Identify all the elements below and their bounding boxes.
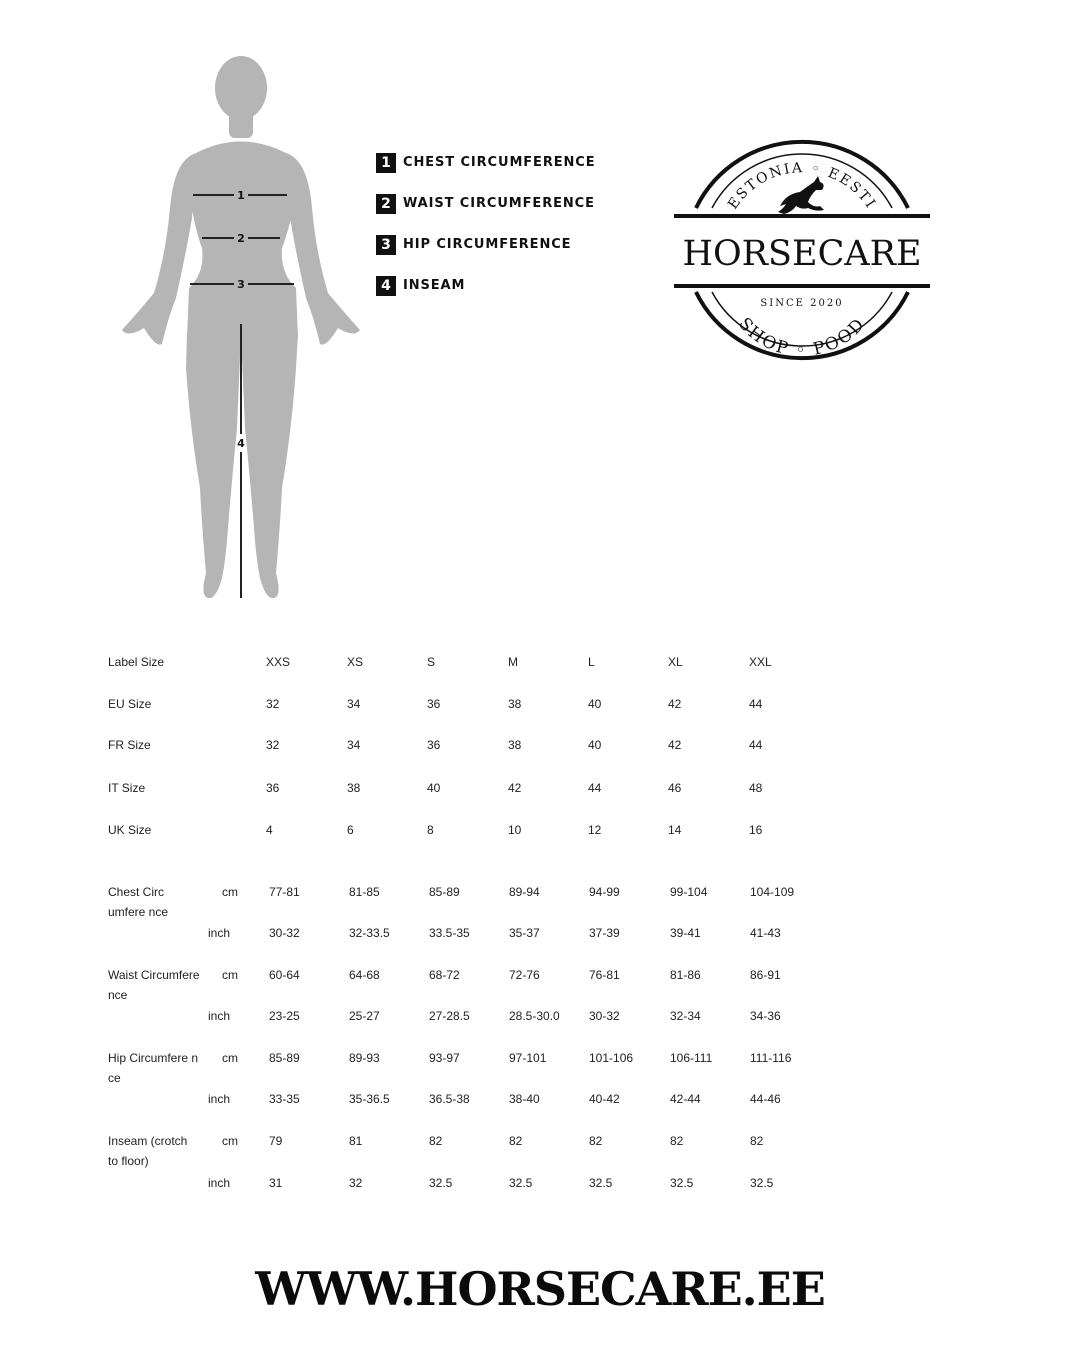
table-cell: 14 (668, 823, 682, 837)
table-cell: 82 (670, 1134, 684, 1148)
table-cell: 34 (347, 738, 361, 752)
table-cell: 77-81 (269, 885, 300, 899)
table-cell: 106-111 (670, 1051, 713, 1065)
table-cell: 39-41 (670, 926, 701, 940)
table-cell: 38 (508, 738, 522, 752)
table-cell: 30-32 (269, 926, 300, 940)
table-cell: 85-89 (429, 885, 460, 899)
table-cell: XXL (749, 655, 772, 669)
table-cell: 72-76 (509, 968, 540, 982)
table-cell: 82 (429, 1134, 443, 1148)
table-cell: 42 (668, 738, 682, 752)
table-cell: 38 (508, 697, 522, 711)
table-cell: 32-34 (670, 1009, 701, 1023)
logo-since: SINCE 2020 (760, 298, 844, 309)
table-cell: 36 (266, 781, 280, 795)
legend-label: INSEAM (403, 278, 466, 293)
table-cell: M (508, 655, 518, 669)
table-cell: XXS (266, 655, 291, 669)
table-cell: 36 (427, 738, 441, 752)
table-cell: 44 (588, 781, 602, 795)
table-cell: 31 (269, 1176, 283, 1190)
logo-arc-bottom: SHOP ◦ POOD (734, 313, 870, 361)
table-cell: 40 (588, 738, 602, 752)
unit-label: inch (208, 1176, 231, 1190)
table-cell: 81-85 (349, 885, 380, 899)
table-cell: 32 (349, 1176, 363, 1190)
legend-number: 3 (376, 235, 396, 255)
table-cell: 37-39 (589, 926, 620, 940)
table-cell: 34 (347, 697, 361, 711)
table-cell: 27-28.5 (429, 1009, 470, 1023)
table-cell: 82 (589, 1134, 603, 1148)
table-cell: 79 (269, 1134, 283, 1148)
table-cell: 94-99 (589, 885, 620, 899)
table-cell: 23-25 (269, 1009, 300, 1023)
table-cell: L (588, 655, 595, 669)
row-label: Waist Circumfere nce (108, 968, 200, 1002)
legend-item-inseam (376, 275, 676, 296)
table-cell: 36.5-38 (429, 1092, 470, 1106)
horsecare-logo (668, 128, 936, 378)
table-cell: 46 (668, 781, 682, 795)
table-cell: 6 (347, 823, 354, 837)
table-cell: 10 (508, 823, 522, 837)
marker-4: 4 (237, 437, 245, 450)
row-label: Inseam (crotch to floor) (108, 1134, 188, 1168)
legend-item-hip (376, 234, 676, 255)
table-cell: 64-68 (349, 968, 380, 982)
table-cell: 40 (427, 781, 441, 795)
legend-label: CHEST CIRCUMFERENCE (403, 155, 596, 170)
table-cell: 104-109 (750, 885, 795, 899)
table-cell: 35-36.5 (349, 1092, 390, 1106)
table-cell: 35-37 (509, 926, 540, 940)
marker-2: 2 (237, 232, 245, 245)
female-silhouette-icon (110, 48, 380, 608)
table-cell: 42 (668, 697, 682, 711)
table-cell: 44 (749, 697, 763, 711)
table-cell: 38-40 (509, 1092, 540, 1106)
marker-1: 1 (237, 189, 245, 202)
table-cell: 111-116 (750, 1051, 792, 1065)
legend-label: WAIST CIRCUMFERENCE (403, 196, 595, 211)
unit-label: cm (222, 968, 238, 982)
table-cell: 28.5-30.0 (509, 1009, 560, 1023)
table-cell: 32.5 (750, 1176, 774, 1190)
unit-label: inch (208, 1092, 231, 1106)
table-cell: 99-104 (670, 885, 708, 899)
body-measurement-figure (110, 48, 380, 608)
table-cell: 8 (427, 823, 434, 837)
table-cell: 44 (749, 738, 763, 752)
row-label: FR Size (108, 738, 151, 752)
table-cell: S (427, 655, 436, 669)
marker-3: 3 (237, 278, 245, 291)
table-cell: 30-32 (589, 1009, 620, 1023)
legend-number: 4 (376, 276, 396, 296)
website-url[interactable]: WWW.HORSECARE.EE (255, 1262, 825, 1316)
unit-label: cm (222, 1051, 238, 1065)
table-cell: 97-101 (509, 1051, 547, 1065)
table-cell: 32.5 (670, 1176, 694, 1190)
row-label: EU Size (108, 697, 152, 711)
logo-name: HORSECARE (682, 234, 922, 274)
table-cell: 81 (349, 1134, 363, 1148)
table-cell: 12 (588, 823, 602, 837)
measurement-legend (376, 152, 676, 316)
table-cell: 82 (509, 1134, 523, 1148)
table-cell: 33.5-35 (429, 926, 470, 940)
unit-label: cm (222, 1134, 238, 1148)
row-label: Label Size (108, 655, 165, 669)
table-cell: 86-91 (750, 968, 781, 982)
legend-item-waist (376, 193, 676, 214)
legend-number: 1 (376, 153, 396, 173)
table-cell: 81-86 (670, 968, 701, 982)
table-cell: 38 (347, 781, 361, 795)
table-cell: 32.5 (429, 1176, 453, 1190)
unit-label: cm (222, 885, 238, 899)
table-cell: 89-93 (349, 1051, 380, 1065)
unit-label: inch (208, 926, 231, 940)
table-cell: XS (347, 655, 364, 669)
table-cell: 32 (266, 697, 280, 711)
table-cell: 32-33.5 (349, 926, 390, 940)
table-cell: 82 (750, 1134, 764, 1148)
svg-text:SHOP ◦ POOD (734, 314, 870, 361)
row-label: IT Size (108, 781, 146, 795)
table-cell: 25-27 (349, 1009, 380, 1023)
table-cell: 32.5 (509, 1176, 533, 1190)
table-cell: 68-72 (429, 968, 460, 982)
table-cell: 41-43 (750, 926, 781, 940)
table-cell: 4 (266, 823, 273, 837)
row-label: Chest Circumfere nce (108, 885, 169, 919)
table-cell: 32 (266, 738, 280, 752)
row-label: UK Size (108, 823, 152, 837)
table-cell: 93-97 (429, 1051, 460, 1065)
table-cell: 16 (749, 823, 763, 837)
legend-number: 2 (376, 194, 396, 214)
unit-label: inch (208, 1009, 231, 1023)
logo-arc-top: ESTONIA ◦ EESTI (725, 160, 879, 213)
row-label: Hip Circumfere nce (108, 1051, 199, 1085)
table-cell: 76-81 (589, 968, 620, 982)
table-cell: 60-64 (269, 968, 300, 982)
table-cell: 89-94 (509, 885, 540, 899)
legend-item-chest (376, 152, 676, 173)
table-cell: XL (668, 655, 683, 669)
table-cell: 40 (588, 697, 602, 711)
table-cell: 32.5 (589, 1176, 613, 1190)
table-cell: 48 (749, 781, 763, 795)
table-cell: 44-46 (750, 1092, 781, 1106)
table-cell: 101-106 (589, 1051, 634, 1065)
table-cell: 42 (508, 781, 522, 795)
table-cell: 34-36 (750, 1009, 781, 1023)
table-cell: 85-89 (269, 1051, 300, 1065)
table-cell: 33-35 (269, 1092, 300, 1106)
horse-icon (778, 176, 824, 214)
table-cell: 40-42 (589, 1092, 620, 1106)
table-cell: 36 (427, 697, 441, 711)
legend-label: HIP CIRCUMFERENCE (403, 237, 572, 252)
table-cell: 42-44 (670, 1092, 701, 1106)
